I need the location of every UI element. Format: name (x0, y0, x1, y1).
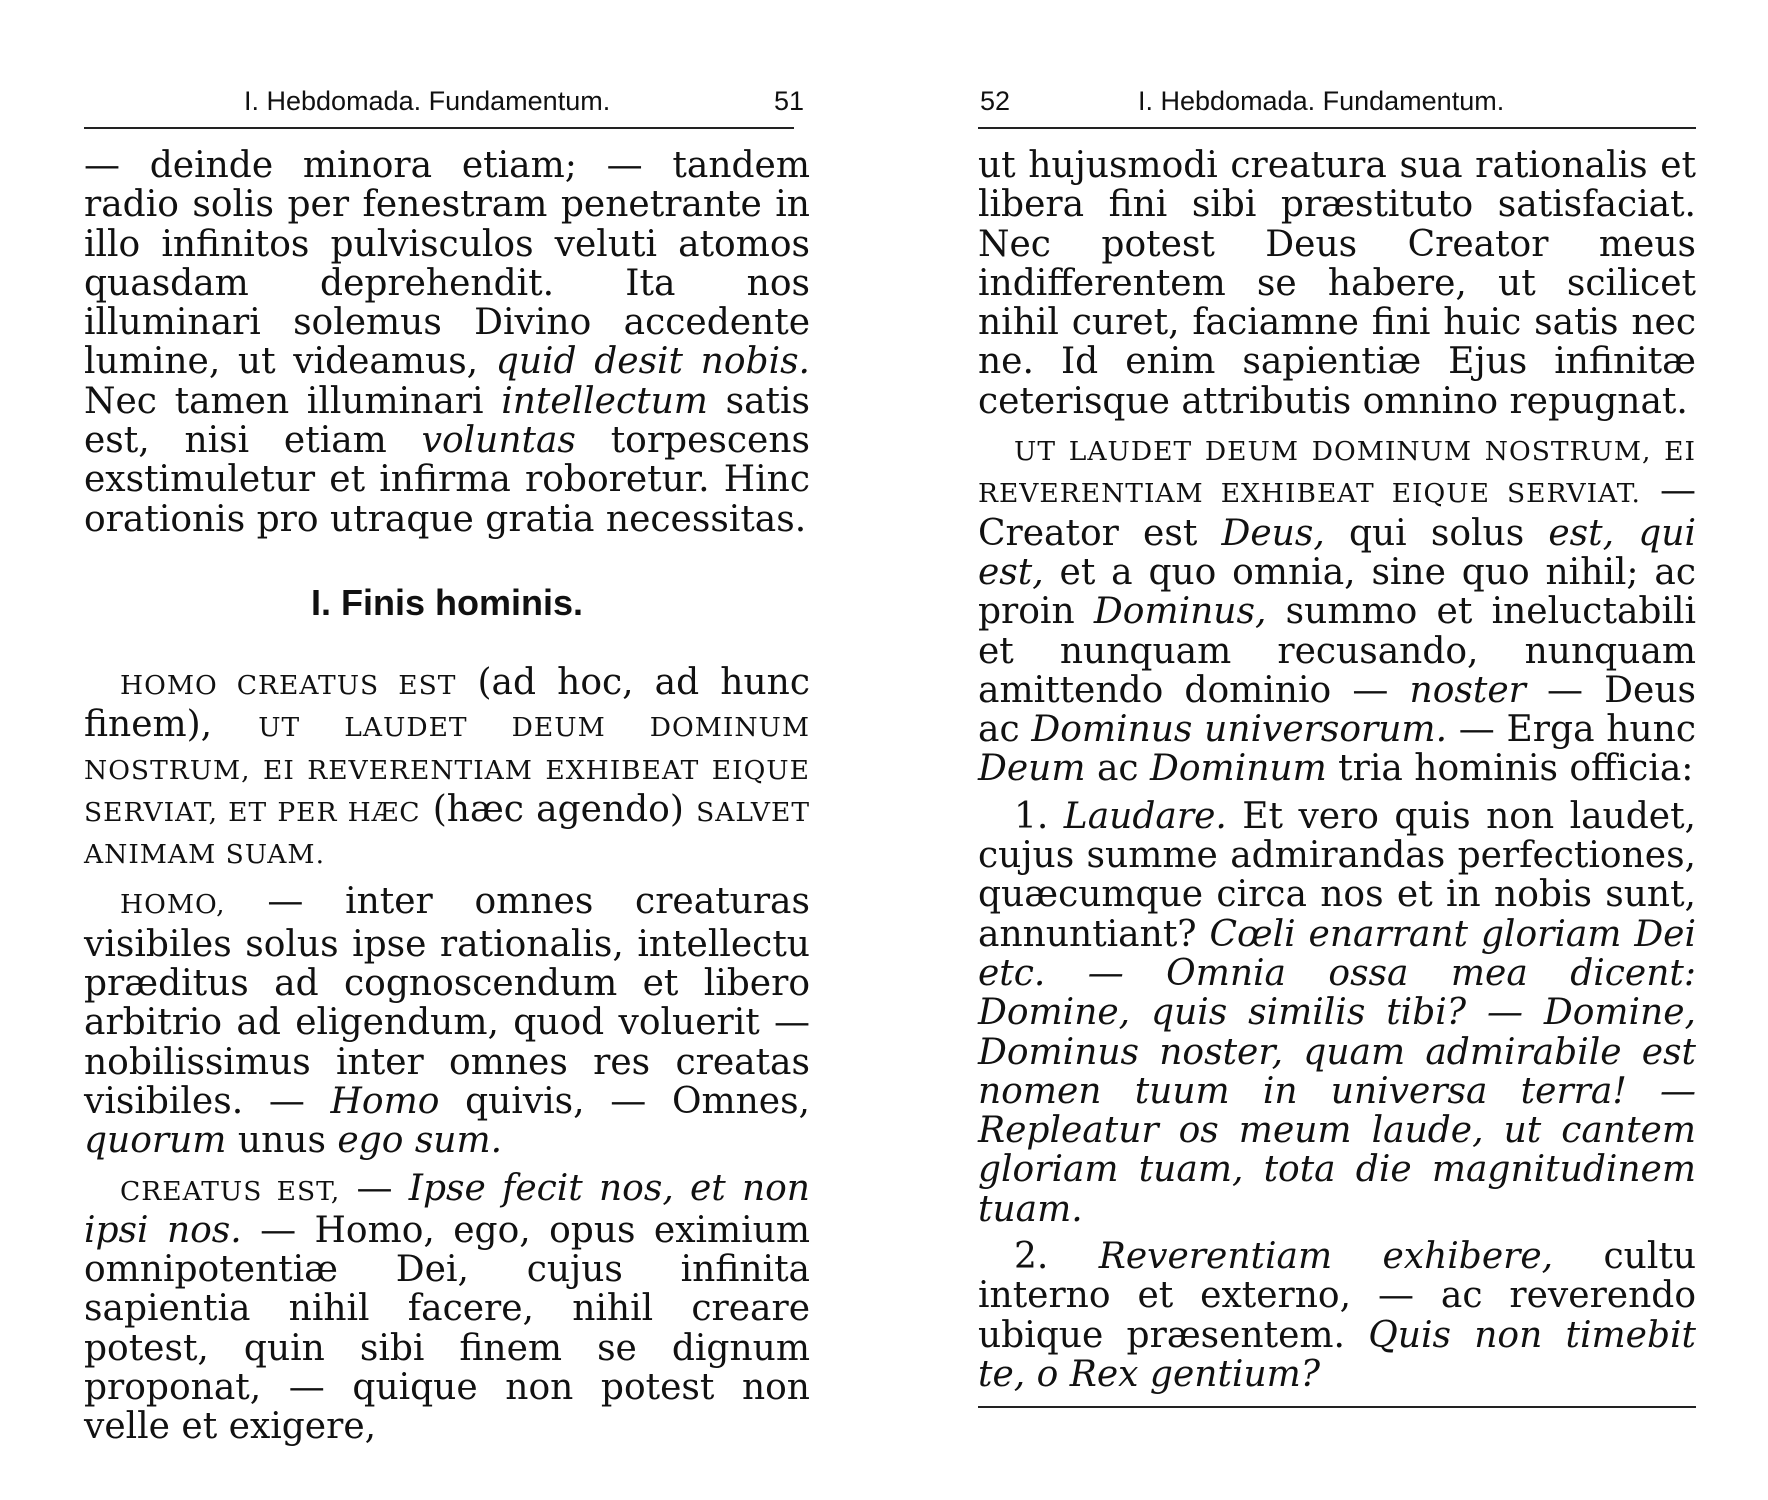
running-title: I. Hebdomada. Fundamentum. (244, 86, 611, 116)
paragraph: CREATUS EST, — Ipse fecit nos, et non ipsi nos. — Homo, ego, opus eximium omnipotentiæ Dei, cujus infinita sapientia nihil facere, nihil creare potest, quin sibi finem se dignum proponat, — quique non potest non velle et exigere, (84, 1167, 810, 1448)
paragraph: UT LAUDET DEUM DOMINUM NOSTRUM, EI REVERENTIAM EXHIBEAT EIQUE SERVIAT. — Creator est Deus, qui solus est, qui est, et a quo omnia, sine quo nihil; ac proin Dominus, summo et ineluctabili et nunquam recusando, nunquam amittendo dominio — noster — Deus ac Dominus universorum. — Erga hunc Deum ac Dominum tria hominis officia: (978, 436, 1697, 790)
paragraph: ut hujusmodi creatura sua rationalis et libera fini sibi præstituto satisfaciat. Nec potest Deus Creator meus indifferentem se habere, ut scilicet nihil curet, faciamne fini huic satis nec ne. Id enim sapientiæ Ejus infinitæ ceterisque attributis omnino repugnat. (978, 145, 1696, 422)
paragraph: HOMO CREATUS EST (ad hoc, ad hunc finem), UT LAUDET DEUM DOMINUM NOSTRUM, EI REVERENTIAM EXHIBEAT EIQUE SERVIAT, ET PER HÆC (hæc agendo) SALVET ANIMAM SUAM. (84, 661, 810, 871)
page-number: 51 (773, 86, 804, 116)
paragraph: — deinde minora etiam; — tandem radio solis per fenestram penetrante in illo infinitos pulvisculos veluti atomos quasdam deprehendit. Ita nos illuminari solemus Divino accedente lumine, ut videamus, quid desit nobis. Nec tamen illuminari intellectum satis est, nisi etiam voluntas torpescens exstimuletur et infirma roboretur. Hinc orationis pro utraque gratia necessitas. (84, 145, 811, 540)
header-rule (84, 127, 794, 129)
page-body (978, 146, 1696, 1394)
paragraph: HOMO, — inter omnes creaturas visibiles solus ipse rationalis, intellectu præditus ad cognoscendum et libero arbitrio ad eligendum, quod voluerit — nobilissimus inter omnes res creatas visibiles. — Homo quivis, — Omnes, quorum unus ego sum. (84, 881, 810, 1162)
paragraph: 1. Laudare. Et vero quis non laudet, cujus summe admirandas perfectiones, quæcumque circa nos et in nobis sunt, annuntiant? Cœli enarrant gloriam Dei etc. — Omnia ossa mea dicent: Domine, quis similis tibi? — Domine, Dominus noster, quam admirabile est nomen tuum in universa terra! — Repleatur os meum laude, ut cantem gloriam tuam, tota die magnitudinem tuam. (978, 795, 1696, 1230)
page-body (84, 146, 810, 1447)
page-number: 52 (980, 86, 1011, 116)
left-page (84, 0, 810, 1500)
right-page (978, 0, 1696, 1500)
running-head (978, 80, 1696, 124)
section-heading: I. Finis hominis. (310, 581, 584, 623)
paragraph: 2. Reverentiam exhibere, cultu interno et externo, — ac reverendo ubique præsentem. Quis non timebit te, o Rex gentium? (978, 1236, 1696, 1395)
footer-rule (978, 1406, 1696, 1408)
running-head (84, 80, 810, 124)
header-rule (978, 127, 1696, 129)
running-title: I. Hebdomada. Fundamentum. (1138, 86, 1505, 116)
